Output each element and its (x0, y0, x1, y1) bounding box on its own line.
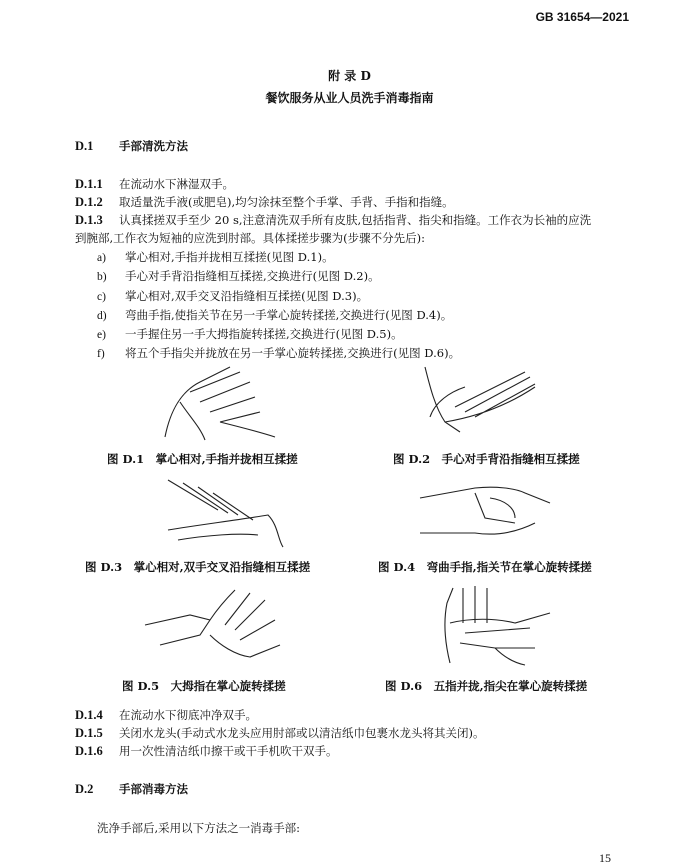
figure-caption-d2: 图 D.2 手心对手背沿指缝相互揉搓 (393, 452, 580, 466)
hand-illustration-d4 (415, 478, 555, 548)
item-d1-6: D.1.6 用一次性清洁纸巾擦干或干手机吹干双手。 (75, 744, 338, 758)
step-c: c) 掌心相对,双手交叉沿指缝相互揉搓(见图 D.3)。 (97, 289, 369, 303)
figure-caption-d1: 图 D.1 掌心相对,手指并拢相互揉搓 (107, 452, 298, 466)
d2-intro-text: 洗净手部后,采用以下方法之一消毒手部: (97, 821, 301, 835)
item-d1-4: D.1.4 在流动水下彻底冲净双手。 (75, 708, 257, 722)
section-heading-d2: D.2 手部消毒方法 (75, 782, 188, 796)
figure-caption-d6: 图 D.6 五指并拢,指尖在掌心旋转揉搓 (385, 679, 588, 693)
item-d1-3-cont: 到腕部,工作衣为短袖的应洗到肘部。具体揉搓步骤为(步骤不分先后): (75, 231, 425, 245)
section-heading-d1: D.1 手部清洗方法 (75, 139, 188, 153)
standard-number: GB 31654—2021 (535, 10, 629, 24)
item-d1-2: D.1.2 取适量洗手液(或肥皂),均匀涂抹至整个手掌、手背、手指和指缝。 (75, 195, 454, 209)
figure-caption-d4: 图 D.4 弯曲手指,指关节在掌心旋转揉搓 (378, 560, 592, 574)
figure-caption-d5: 图 D.5 大拇指在掌心旋转揉搓 (122, 679, 286, 693)
step-e: e) 一手握住另一手大拇指旋转揉搓,交换进行(见图 D.5)。 (97, 327, 403, 341)
step-b: b) 手心对手背沿指缝相互揉搓,交换进行(见图 D.2)。 (97, 269, 380, 283)
item-d1-5: D.1.5 关闭水龙头(手动式水龙头应用肘部或以清洁纸巾包裹水龙头将其关闭)。 (75, 726, 485, 740)
item-d1-3: D.1.3 认真揉搓双手至少 20 s,注意清洗双手所有皮肤,包括指背、指尖和指缝。工作衣为长袖的应洗 (75, 213, 592, 227)
item-d1-1: D.1.1 在流动水下淋湿双手。 (75, 177, 234, 191)
appendix-subtitle: 餐饮服务从业人员洗手消毒指南 (265, 91, 434, 105)
step-d: d) 弯曲手指,使指关节在另一手掌心旋转揉搓,交换进行(见图 D.4)。 (97, 308, 453, 322)
appendix-title: 附 录 D (328, 69, 371, 83)
hand-illustration-d3 (158, 475, 288, 550)
hand-illustration-d5 (140, 585, 290, 660)
step-a: a) 掌心相对,手指并拢相互揉搓(见图 D.1)。 (97, 250, 334, 264)
step-f: f) 将五个手指尖并拢放在另一手掌心旋转揉搓,交换进行(见图 D.6)。 (97, 346, 461, 360)
figure-caption-d3: 图 D.3 掌心相对,双手交叉沿指缝相互揉搓 (85, 560, 311, 574)
hand-illustration-d1 (160, 362, 280, 442)
page-number: 15 (599, 851, 611, 865)
hand-illustration-d6 (435, 583, 555, 668)
hand-illustration-d2 (405, 362, 545, 437)
